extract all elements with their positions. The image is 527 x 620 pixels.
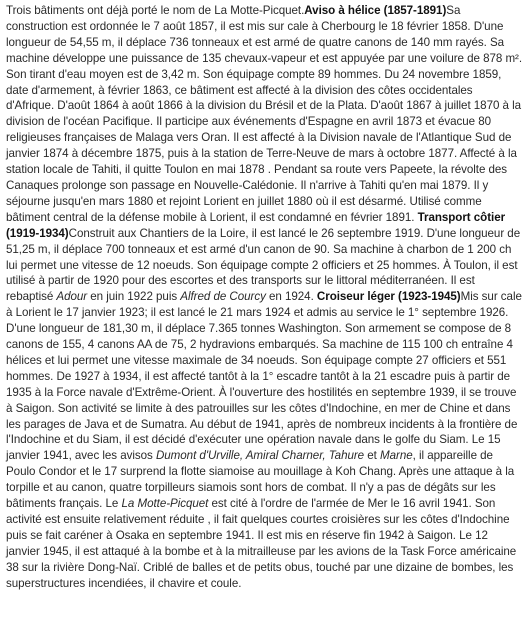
ship-name-marne: Marne [380,449,413,463]
article-paragraph [6,3,523,592]
transport-text-a: Construit aux Chantiers de la Loire, il est lancé le 26 septembre 1919. D'une longueur de 51,25 m, il déplace 700 tonneaux et est armé d'un canon de 90. Sa machine à charbon de 1 200 ch lui permet une vitesse de 12 noeuds. Son équipage compte 2 officiers et 25 hommes. À Toulon, il est utilisé à partir de 1920 pour des escortes et des transports sur le littoral méditerranéen. Il est rebaptisé [6,226,521,304]
croiseur-text-d: est cité à l'ordre de l'armée de Mer le 16 avril 1941. Son activité est ensuite relativement réduite , il fait quelques courtes croisières sur les côtes d'Indochine puis se fait caréner à Osaka en septembre 1941. Il est mis en réserve fin 1942 à Saigon. Le 12 janvier 1945, il est attaqué à la bombe et à la mitrailleuse par les avions de la Task Force américaine 38 sur la rivière Dong-Naï. Criblé de balles et de petits obus, touché par une dizaine de bombes, les superstructures incendiées, il chavire et coule. [6,497,517,590]
croiseur-text-c: , il appareille de Poulo Condor et le 17 surprend la flotte siamoise au mouillage à Koh Chang. Après une attaque à la torpille et au canon, quatre torpilleurs siamois sont hors de combat. Il n'y a pas de dégâts sur les bâtiments français. Le [6,449,515,511]
ship-name-adour: Adour [56,290,88,304]
ship-names-avisos: Dumont d'Urville, Amiral Charner, Tahure [155,449,365,463]
aviso-text: Sa construction est ordonnée le 7 août 1857, il est mis sur cale à Cherbourg le 18 février 1858. D'une longueur de 54,55 m, il déplace 736 tonneaux et est armé de quatre canons de 140 mm rayés. Sa machine développe une puissance de 135 chevaux-vapeur et est appuyée par une voilure de 878 m². Son tirant d'eau moyen est de 3,42 m. Son équipage compte 89 hommes. Du 24 novembre 1859, date d'armement, à février 1863, ce bâtiment est affecté à la division des côtes occidentales d'Afrique. D'août 1864 à août 1866 à la division du Brésil et de la Plata. D'août 1867 à juillet 1870 à la division de l'océan Pacifique. Il participe aux événements d'Espagne en avril 1873 et évacue 80 religieuses françaises de Malaga vers Oran. Il est affecté à la Division navale de l'Atlantique Sud de janvier 1874 à décembre 1875, puis à la station de Terre-Neuve de mars à octobre 1877. Affecté à la station locale de Tahiti, il quitte Toulon en mai 1878 . Pendant sa route vers Papeete, la révolte des Canaques prolonge son passage en Nouvelle-Calédonie. Il n'arrive à Tahiti qu'en mai 1879. Il y séjourne jusqu'en mars 1880 et rejoint Lorient en juillet 1880 où il est désarmé. Utilisé comme bâtiment central de la défense mobile à Lorient, il est condamné en février 1891. [6,4,523,224]
transport-text-b: en juin 1922 puis [87,290,181,304]
intro-text: Trois bâtiments ont déjà porté le nom de La Motte-Picquet. [6,4,305,17]
heading-croiseur: Croiseur léger (1923-1945) [316,290,461,304]
transport-text-c: en 1924. [265,290,317,304]
heading-aviso: Aviso à hélice (1857-1891) [304,4,447,17]
heading-transport: Transport côtier (1919-1934) [6,210,506,240]
ship-name-la-motte-picquet: La Motte-Picquet [121,497,209,511]
croiseur-text-b: et [364,449,380,463]
ship-name-alfred-de-courcy: Alfred de Courcy [180,290,266,304]
croiseur-text-a: Mis sur cale à Lorient le 17 janvier 1923; il est lancé le 21 mars 1924 et admis au service le 1° septembre 1926. D'une longueur de 181,30 m, il déplace 7.365 tonnes Washington. Son armement se compose de 8 canons de 155, 4 canons AA de 75, 2 hydravions embarqués. Sa machine de 115 100 ch entraîne 4 hélices et lui permet une vitesse maximale de 34 noeuds. Son équipage compte 27 officiers et 551 hommes. De 1927 à 1934, il est affecté tantôt à la 1° escadre tantôt à la 21 escadre puis à partir de 1935 à la Force navale d'Extrême-Orient. À l'ouverture des hostilités en septembre 1939, il se trouve à Saigon. Son activité se limite à des patrouilles sur les côtes d'Indochine, en mer de Chine et dans les parages de Java et de Sumatra. Au début de 1941, après de nombreux incidents à la frontière de l'Indochine et du Siam, il est décidé d'exécuter une opération navale dans le golfe du Siam. Le 15 janvier 1941, avec les avisos [6,290,522,463]
